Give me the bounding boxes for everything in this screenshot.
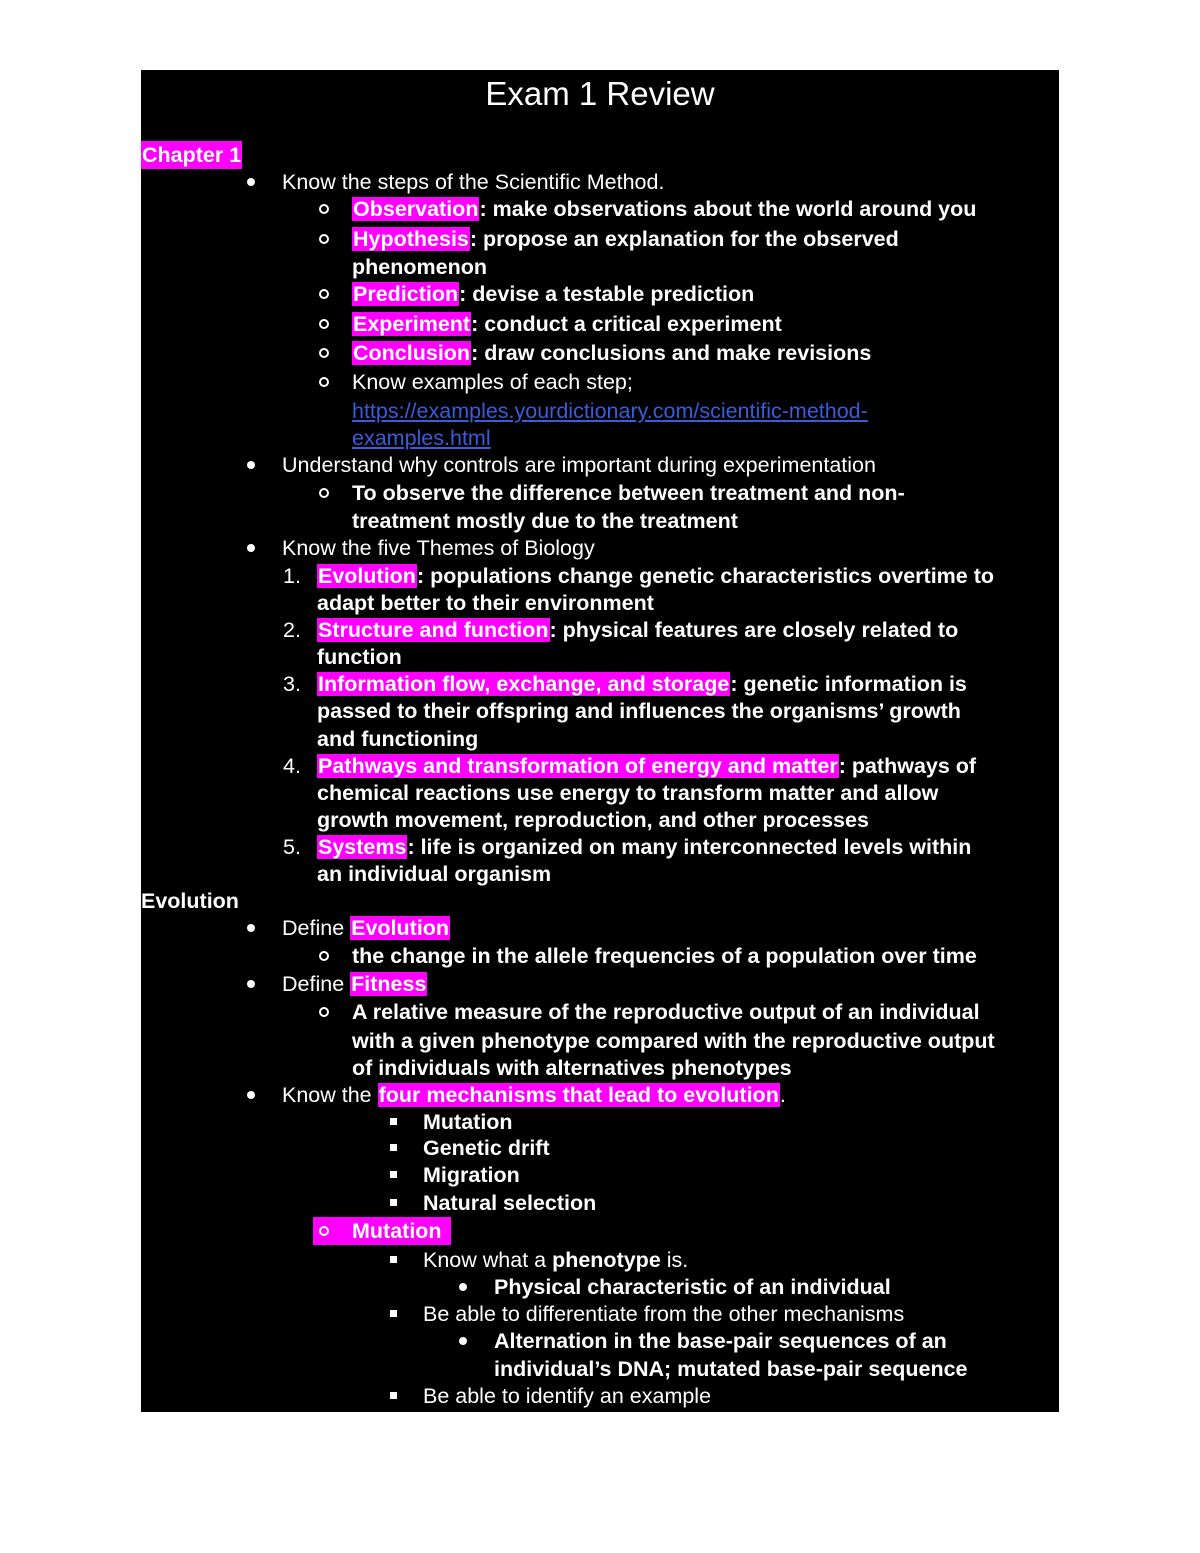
list-item-text: Alternation in the base-pair sequences of an <box>494 1329 947 1353</box>
section-heading-evolution <box>141 887 1059 915</box>
list-item <box>141 1189 1059 1217</box>
term-description: : devise a testable prediction <box>459 282 755 306</box>
circle-bullet-icon <box>319 234 329 244</box>
list-item <box>141 1273 1059 1301</box>
bullet-icon <box>247 980 255 988</box>
bullet-icon <box>459 1337 467 1345</box>
numbered-item-continuation <box>141 779 1059 807</box>
circle-bullet-icon <box>319 1007 329 1017</box>
theme-term: Information flow, exchange, and storage <box>318 672 730 696</box>
circle-bullet-icon <box>319 204 329 214</box>
numbered-item <box>141 562 1059 590</box>
list-item-text: Know examples of each step; <box>352 370 633 394</box>
term-evolution: Evolution <box>351 916 450 940</box>
section-heading-chapter-1 <box>141 141 1059 169</box>
list-item <box>141 168 1059 196</box>
list-item-continuation <box>141 507 1059 535</box>
square-bullet-icon <box>390 1171 397 1178</box>
term-four-mechanisms: four mechanisms that lead to evolution <box>378 1083 779 1107</box>
theme-term: Evolution <box>318 564 416 588</box>
mutation-heading: Mutation <box>352 1219 442 1243</box>
theme-description: : life is organized on many interconnected levels within <box>407 835 972 859</box>
list-item <box>141 998 1059 1026</box>
theme-description: : genetic information is <box>730 672 967 696</box>
list-item-text: Know the five Themes of Biology <box>282 536 595 560</box>
list-item <box>141 1217 1059 1245</box>
examples-link[interactable]: https://examples.yourdictionary.com/scientific-method- <box>352 399 868 423</box>
mechanism-item: Migration <box>423 1163 520 1187</box>
list-item <box>141 534 1059 562</box>
mechanism-item: Genetic drift <box>423 1136 550 1160</box>
theme-description: an individual organism <box>317 862 552 886</box>
list-item <box>141 914 1059 942</box>
list-item-text: To observe the difference between treatment and non- <box>352 481 905 505</box>
list-item-text: is. <box>660 1248 689 1272</box>
page-title: Exam 1 Review <box>485 75 715 112</box>
define-label: Define <box>282 916 351 940</box>
term-phenotype: phenotype <box>552 1248 661 1272</box>
theme-description: : physical features are closely related to <box>549 618 959 642</box>
list-item-text: A relative measure of the reproductive output of an individual <box>352 1000 980 1024</box>
square-bullet-icon <box>390 1144 397 1151</box>
document-page <box>141 70 1059 1412</box>
list-item-text: Know what a <box>423 1248 553 1272</box>
list-item <box>141 1108 1059 1136</box>
numbered-item <box>141 833 1059 861</box>
term-prediction: Prediction <box>353 282 459 306</box>
circle-bullet-icon <box>319 951 329 961</box>
bullet-icon <box>459 1283 467 1291</box>
examples-link-continued[interactable]: examples.html <box>352 426 491 450</box>
numbered-item-continuation <box>141 643 1059 671</box>
circle-bullet-icon <box>319 1226 329 1236</box>
list-item-text: treatment mostly due to the treatment <box>352 509 738 533</box>
square-bullet-icon <box>390 1199 397 1206</box>
term-observation: Observation <box>353 197 479 221</box>
list-item <box>141 479 1059 507</box>
numbered-item-continuation <box>141 697 1059 725</box>
circle-bullet-icon <box>319 319 329 329</box>
list-item <box>141 1246 1059 1274</box>
theme-description: and functioning <box>317 727 479 751</box>
mechanism-item: Mutation <box>423 1110 513 1134</box>
list-item <box>141 1327 1059 1355</box>
term-description: phenomenon <box>352 255 487 279</box>
circle-bullet-icon <box>319 377 329 387</box>
term-description: : draw conclusions and make revisions <box>471 341 872 365</box>
term-description: : conduct a critical experiment <box>471 312 782 336</box>
list-item <box>141 942 1059 970</box>
theme-description: function <box>317 645 402 669</box>
list-item-text: the change in the allele frequencies of a population over time <box>352 944 977 968</box>
theme-description: passed to their offspring and influences the organisms’ growth <box>317 699 961 723</box>
term-hypothesis: Hypothesis <box>353 227 469 251</box>
bullet-icon <box>247 1091 255 1099</box>
numbered-item <box>141 670 1059 698</box>
square-bullet-icon <box>390 1118 397 1125</box>
numbered-item-continuation <box>141 860 1059 888</box>
numbered-item <box>141 752 1059 780</box>
term-experiment: Experiment <box>353 312 471 336</box>
numbered-item <box>141 616 1059 644</box>
numbered-item-continuation <box>141 806 1059 834</box>
item-number: 1. <box>283 564 301 588</box>
bullet-icon <box>247 544 255 552</box>
list-item-continuation <box>141 1054 1059 1082</box>
list-item <box>141 1134 1059 1162</box>
list-item <box>141 1382 1059 1410</box>
list-item-text: Be able to differentiate from the other mechanisms <box>423 1302 905 1326</box>
item-number: 4. <box>283 754 301 778</box>
know-the-label: Know the <box>282 1083 378 1107</box>
theme-term: Pathways and transformation of energy and matter <box>318 754 838 778</box>
list-item-continuation <box>141 1027 1059 1055</box>
list-item <box>141 451 1059 479</box>
list-item-text: Be able to identify an example <box>423 1384 712 1408</box>
list-item-text: with a given phenotype compared with the reproductive output <box>352 1029 995 1053</box>
list-item-text: Physical characteristic of an individual <box>494 1275 891 1299</box>
theme-description: chemical reactions use energy to transform matter and allow <box>317 781 939 805</box>
list-item <box>141 1300 1059 1328</box>
define-label: Define <box>282 972 351 996</box>
theme-description: : pathways of <box>838 754 977 778</box>
circle-bullet-icon <box>319 348 329 358</box>
list-item <box>141 1081 1059 1109</box>
chapter-1-label: Chapter 1 <box>142 143 242 167</box>
item-number: 2. <box>283 618 301 642</box>
term-description: : make observations about the world around you <box>479 197 977 221</box>
circle-bullet-icon <box>319 488 329 498</box>
list-item <box>141 195 1059 223</box>
list-item-continuation <box>141 397 1059 425</box>
square-bullet-icon <box>390 1310 397 1317</box>
theme-term: Systems <box>318 835 407 859</box>
item-number: 5. <box>283 835 301 859</box>
mechanism-item: Natural selection <box>423 1191 597 1215</box>
numbered-item-continuation <box>141 589 1059 617</box>
bullet-icon <box>247 178 255 186</box>
list-item-continuation <box>141 1355 1059 1383</box>
period: . <box>779 1083 786 1107</box>
list-item <box>141 280 1059 308</box>
list-item <box>141 970 1059 998</box>
list-item-text: Know the steps of the Scientific Method. <box>282 170 665 194</box>
list-item-text: of individuals with alternatives phenotypes <box>352 1056 792 1080</box>
evolution-label: Evolution <box>141 889 239 913</box>
term-conclusion: Conclusion <box>353 341 471 365</box>
square-bullet-icon <box>390 1392 397 1399</box>
theme-description: growth movement, reproduction, and other processes <box>317 808 869 832</box>
list-item <box>141 339 1059 367</box>
item-number: 3. <box>283 672 301 696</box>
term-fitness: Fitness <box>351 972 427 996</box>
list-item-text: Understand why controls are important during experimentation <box>282 453 876 477</box>
list-item-continuation <box>141 424 1059 452</box>
list-item <box>141 310 1059 338</box>
term-description: : propose an explanation for the observed <box>469 227 899 251</box>
circle-bullet-icon <box>319 289 329 299</box>
theme-term: Structure and function <box>318 618 549 642</box>
bullet-icon <box>247 461 255 469</box>
list-item-text: individual’s DNA; mutated base-pair sequence <box>494 1357 968 1381</box>
theme-description: : populations change genetic characteristics overtime to <box>416 564 995 588</box>
list-item-continuation <box>141 253 1059 281</box>
bullet-icon <box>247 924 255 932</box>
square-bullet-icon <box>390 1256 397 1263</box>
list-item <box>141 368 1059 396</box>
numbered-item-continuation <box>141 725 1059 753</box>
theme-description: adapt better to their environment <box>317 591 654 615</box>
list-item <box>141 1161 1059 1189</box>
list-item <box>141 225 1059 253</box>
